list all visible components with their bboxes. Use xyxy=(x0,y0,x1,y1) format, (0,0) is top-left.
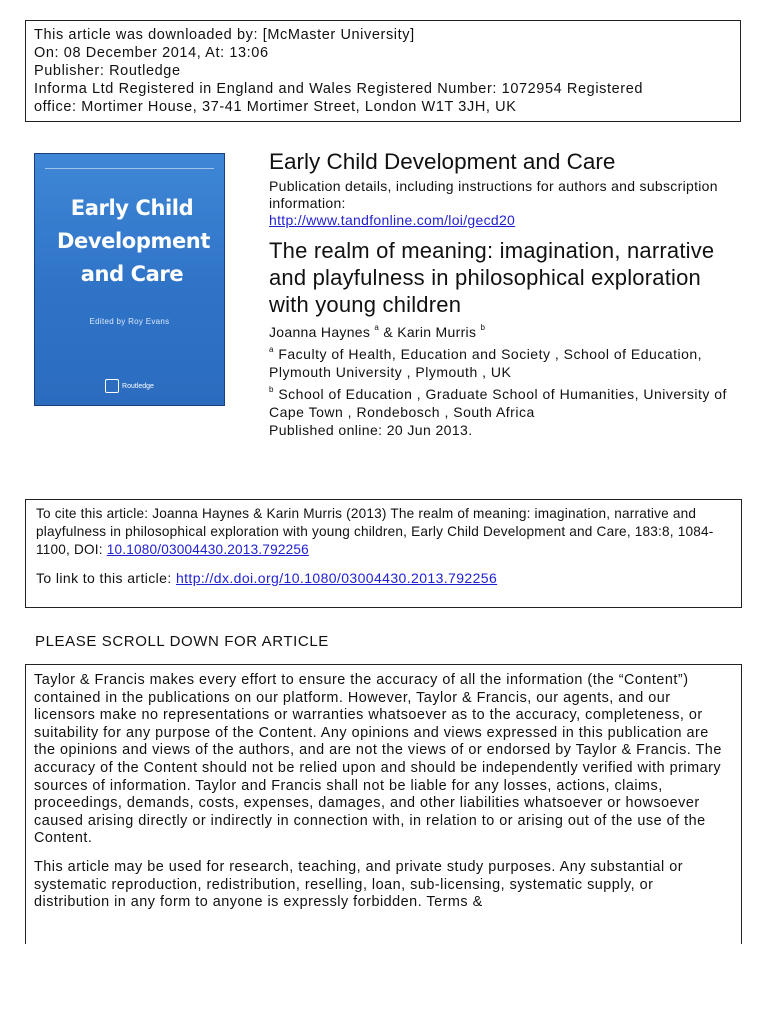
affiliation-marker: a xyxy=(269,345,274,355)
article-title: The realm of meaning: imagination, narrative and playfulness in philosophical exploration with young children xyxy=(269,238,715,317)
cite-paragraph xyxy=(36,505,731,559)
author-separator: & xyxy=(379,324,398,340)
cover-publisher-name: Routledge xyxy=(122,382,154,390)
disclaimer-paragraph: Taylor & Francis makes every effort to ensure the accuracy of all the information (the “Content”) contained in the publications on our platform. However, Taylor & Francis, our agents, and our licensors make no representations or warranties whatsoever as to the accuracy, completeness, or suitability for any purpose of the Content. Any opinions and views expressed in this publication are the opinions and views of the authors, and are not the views of or endorsed by Taylor & Francis. The accuracy of the Content should not be relied upon and should be independently verified with primary sources of information. Taylor and Francis shall not be liable for any losses, actions, claims, proceedings, demands, costs, expenses, damages, and other liabilities whatsoever or howsoever caused arising directly or indirectly in connection with, in relation to or arising out of the use of the Content. xyxy=(34,672,722,847)
affiliation-a xyxy=(269,345,739,381)
authors-line xyxy=(269,323,739,341)
affiliation-marker: b xyxy=(269,385,274,395)
affiliation-b xyxy=(269,385,739,421)
usage-terms-paragraph: This article may be used for research, teaching, and private study purposes. Any substantial or systematic reproduction, redistribution, reselling, loan, sub-licensing, systematic supply, or distribution in any form to anyone is expressly forbidden. Terms & xyxy=(34,858,684,911)
download-source-line: This article was downloaded by: [McMaster University] xyxy=(34,27,415,43)
article-doi-url-link[interactable]: http://dx.doi.org/10.1080/03004430.2013.792256 xyxy=(175,570,498,586)
cover-title-line: and Care xyxy=(80,262,184,286)
doi-link[interactable]: 10.1080/03004430.2013.792256 xyxy=(106,542,309,557)
cover-title-line: Development xyxy=(57,229,210,253)
journal-cover-image xyxy=(34,153,225,406)
disclaimer-box xyxy=(25,664,742,944)
cover-title xyxy=(57,192,210,291)
cover-issue-line xyxy=(45,162,214,169)
journal-url-link[interactable]: http://www.tandfonline.com/loi/gecd20 xyxy=(269,212,516,228)
journal-title: Early Child Development and Care xyxy=(269,149,616,174)
download-date-line: On: 08 December 2014, At: 13:06 xyxy=(34,45,269,61)
affiliation-text: Faculty of Health, Education and Society , School of Education, Plymouth University , Plymouth , UK xyxy=(269,346,703,380)
cover-editor: Edited by Roy Evans xyxy=(89,317,170,326)
author-name: Joanna Haynes xyxy=(269,324,371,340)
cover-title-line: Early Child xyxy=(70,196,194,220)
cover-publisher-logo xyxy=(35,379,224,393)
scroll-notice: PLEASE SCROLL DOWN FOR ARTICLE xyxy=(35,633,329,650)
link-label: To link to this article: xyxy=(36,570,176,586)
routledge-logo-icon xyxy=(105,379,119,393)
author-affiliation-marker: b xyxy=(480,323,486,333)
article-metadata xyxy=(269,148,739,439)
cite-text: To cite this article: Joanna Haynes & Karin Murris (2013) The realm of meaning: imagination, narrative and playfulness in philosophical exploration with young children, Early Child Development and Care, 183:8, 1084-1100, DOI: xyxy=(36,506,714,557)
publication-details: Publication details, including instructions for authors and subscription information: xyxy=(269,178,718,211)
download-info-box xyxy=(25,20,741,122)
office-address-line: office: Mortimer House, 37-41 Mortimer Street, London W1T 3JH, UK xyxy=(34,99,517,115)
affiliation-text: School of Education , Graduate School of Humanities, University of Cape Town , Rondebosch , South Africa xyxy=(269,386,727,420)
author-affiliation-marker: a xyxy=(374,323,380,333)
author-name: Karin Murris xyxy=(397,324,477,340)
citation-box xyxy=(25,499,742,608)
published-online-date: Published online: 20 Jun 2013. xyxy=(269,422,473,438)
publisher-line: Publisher: Routledge xyxy=(34,63,181,79)
registration-line: Informa Ltd Registered in England and Wales Registered Number: 1072954 Registered xyxy=(34,81,644,97)
article-link-line xyxy=(36,569,731,587)
